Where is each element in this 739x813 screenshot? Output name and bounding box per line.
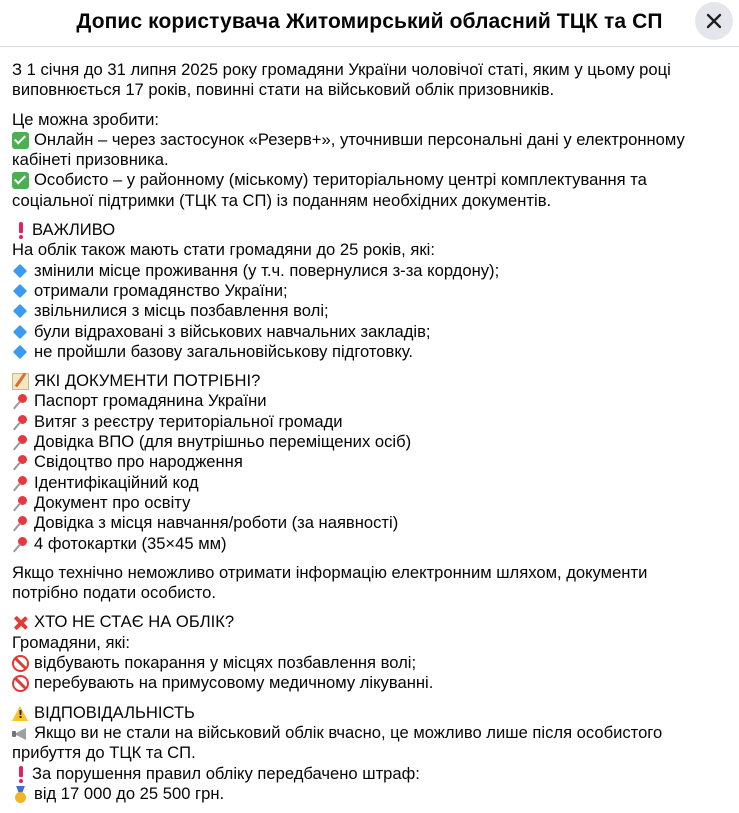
list-item	[12, 493, 732, 513]
blue-diamond-icon	[12, 324, 29, 341]
post-body	[12, 60, 732, 813]
documents-section	[12, 371, 732, 554]
item-text: були відраховані з військових навчальних закладів;	[34, 321, 431, 341]
list-item	[12, 513, 732, 533]
prohibited-icon	[12, 675, 29, 692]
responsibility-section	[12, 703, 732, 804]
documents-heading: ЯКІ ДОКУМЕНТИ ПОТРІБНІ?	[34, 371, 261, 391]
blue-diamond-icon	[12, 344, 29, 361]
medal-icon	[12, 786, 29, 803]
item-text: Якщо ви не стали на військовий облік вчасно, це можливо лише після особистого	[34, 722, 663, 742]
warning-icon	[12, 705, 29, 722]
exempt-section	[12, 612, 732, 693]
dialog-title: Допис користувача Житомирський обласний ТЦК та СП	[76, 10, 663, 33]
text-line: соціальної підтримки (ТЦК та СП) із поданням необхідних документів.	[12, 190, 552, 210]
list-item	[12, 261, 732, 281]
list-item	[12, 452, 732, 472]
list-item	[12, 653, 732, 673]
pushpin-icon	[12, 475, 29, 492]
list-item	[12, 673, 732, 693]
text-line: виповнюється 17 років, повинні стати на військовий облік призовників.	[12, 80, 555, 100]
item-text: Витяг з реєстру територіальної громади	[34, 411, 343, 431]
list-item	[12, 281, 732, 301]
text-line: потрібно подати особисто.	[12, 583, 217, 603]
blue-diamond-icon	[12, 303, 29, 320]
blue-diamond-icon	[12, 283, 29, 300]
pushpin-icon	[12, 495, 29, 512]
text-line: З 1 січня до 31 липня 2025 року громадяни України чоловічої статі, яким у цьому році	[12, 60, 671, 79]
important-subheading: На облік також мають стати громадяни до 25 років, які:	[12, 240, 435, 260]
how-item-online	[12, 130, 732, 150]
item-text: 4 фотокартки (35×45 мм)	[34, 533, 227, 553]
list-item	[12, 301, 732, 321]
late-registration-row	[12, 723, 732, 743]
close-icon	[705, 12, 723, 30]
item-text: Ідентифікаційний код	[34, 472, 199, 492]
text-line: кабінеті призовника.	[12, 150, 169, 170]
exempt-heading-row	[12, 612, 732, 632]
text-line: прибуття до ТЦК та СП.	[12, 743, 196, 763]
pushpin-icon	[12, 515, 29, 532]
item-text: відбувають покарання у місцях позбавлення волі;	[34, 653, 417, 673]
item-text: Довідка ВПО (для внутрішньо переміщених осіб)	[34, 432, 412, 452]
list-item	[12, 342, 732, 362]
list-item	[12, 534, 732, 554]
header-divider	[0, 46, 739, 47]
fine-row	[12, 764, 732, 784]
item-text: Онлайн – через застосунок «Резерв+», уточнивши персональні дані у електронному	[34, 129, 685, 149]
item-text: не пройшли базову загальновійськову підготовку.	[34, 341, 414, 361]
exempt-subheading: Громадяни, які:	[12, 632, 131, 652]
exempt-heading: ХТО НЕ СТАЄ НА ОБЛІК?	[34, 612, 235, 632]
blue-diamond-icon	[12, 263, 29, 280]
item-text: Довідка з місця навчання/роботи (за наявності)	[34, 513, 399, 533]
exclamation-icon	[15, 222, 27, 239]
pushpin-icon	[12, 414, 29, 431]
how-section	[12, 110, 732, 211]
item-text: Документ про освіту	[34, 492, 191, 512]
fine-amount-row	[12, 784, 732, 804]
list-item	[12, 322, 732, 342]
item-text: отримали громадянство України;	[34, 280, 288, 300]
intro-paragraph	[12, 60, 732, 101]
responsibility-heading-row	[12, 703, 732, 723]
text-line: Якщо технічно неможливо отримати інформацію електронним шляхом, документи	[12, 562, 648, 582]
pushpin-icon	[12, 393, 29, 410]
cross-mark-icon	[12, 614, 29, 631]
pushpin-icon	[12, 434, 29, 451]
list-item	[12, 391, 732, 411]
list-item	[12, 432, 732, 452]
list-item	[12, 473, 732, 493]
check-mark-icon	[12, 172, 29, 189]
megaphone-icon	[12, 725, 29, 742]
offline-note	[12, 563, 732, 604]
responsibility-heading: ВІДПОВІДАЛЬНІСТЬ	[34, 702, 195, 722]
close-button[interactable]	[695, 2, 733, 40]
prohibited-icon	[12, 655, 29, 672]
check-mark-icon	[12, 132, 29, 149]
fine-amount: від 17 000 до 25 500 грн.	[34, 783, 225, 803]
important-section	[12, 220, 732, 362]
item-text: змінили місце проживання (у т.ч. повернулися з-за кордону);	[34, 260, 500, 280]
important-heading: ВАЖЛИВО	[32, 220, 116, 240]
how-heading: Це можна зробити:	[12, 109, 159, 129]
item-text: перебувають на примусовому медичному лікуванні.	[34, 673, 434, 693]
documents-heading-row	[12, 371, 732, 391]
how-item-in-person	[12, 170, 732, 190]
pushpin-icon	[12, 454, 29, 471]
pushpin-icon	[12, 536, 29, 553]
item-text: Паспорт громадянина України	[34, 391, 267, 411]
item-text: звільнилися з місць позбавлення волі;	[34, 301, 329, 321]
dialog-header	[0, 0, 739, 46]
exclamation-icon	[15, 766, 27, 783]
important-heading-row	[12, 220, 732, 240]
fine-text: За порушення правил обліку передбачено штраф:	[32, 763, 420, 783]
memo-icon	[12, 373, 29, 390]
item-text: Особисто – у районному (міському) територіальному центрі комплектування та	[34, 170, 647, 190]
item-text: Свідоцтво про народження	[34, 452, 243, 472]
list-item	[12, 412, 732, 432]
